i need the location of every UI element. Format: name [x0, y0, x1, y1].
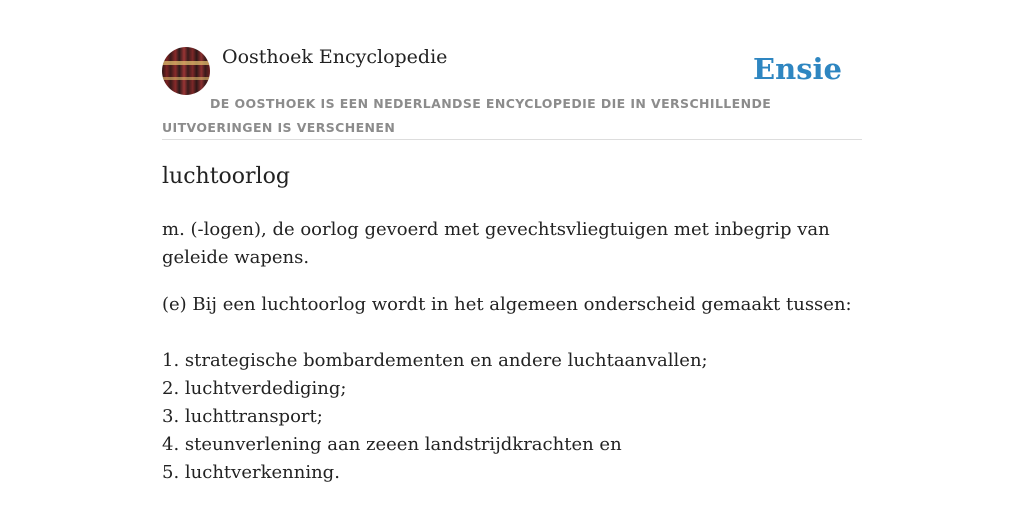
list-item: 3. luchttransport; — [162, 406, 323, 427]
entry-title: luchtoorlog — [162, 164, 290, 189]
entry-list — [162, 347, 862, 487]
page-container — [162, 0, 862, 512]
encyclopedia-books-avatar[interactable] — [162, 47, 210, 95]
site-title[interactable]: Oosthoek Encyclopedie — [222, 46, 448, 68]
list-item: 2. luchtverdediging; — [162, 378, 347, 399]
list-item: 1. strategische bombardementen en andere luchtaanvallen; — [162, 350, 708, 371]
site-tagline: DE OOSTHOEK IS EEN NEDERLANDSE ENCYCLOPEDIE DIE IN VERSCHILLENDE UITVOERINGEN IS VERSCHENEN — [162, 96, 772, 135]
entry-intro: (e) Bij een luchtoorlog wordt in het algemeen onderscheid gemaakt tussen: — [162, 294, 852, 315]
list-item: 4. steunverlening aan zeeen landstrijdkrachten en — [162, 434, 622, 455]
entry-definition: m. (-logen), de oorlog gevoerd met gevechtsvliegtuigen met inbegrip van geleide wapens. — [162, 219, 830, 268]
brand-logo[interactable]: Ensie — [753, 52, 842, 86]
site-header — [162, 0, 862, 140]
list-item: 5. luchtverkenning. — [162, 462, 340, 483]
